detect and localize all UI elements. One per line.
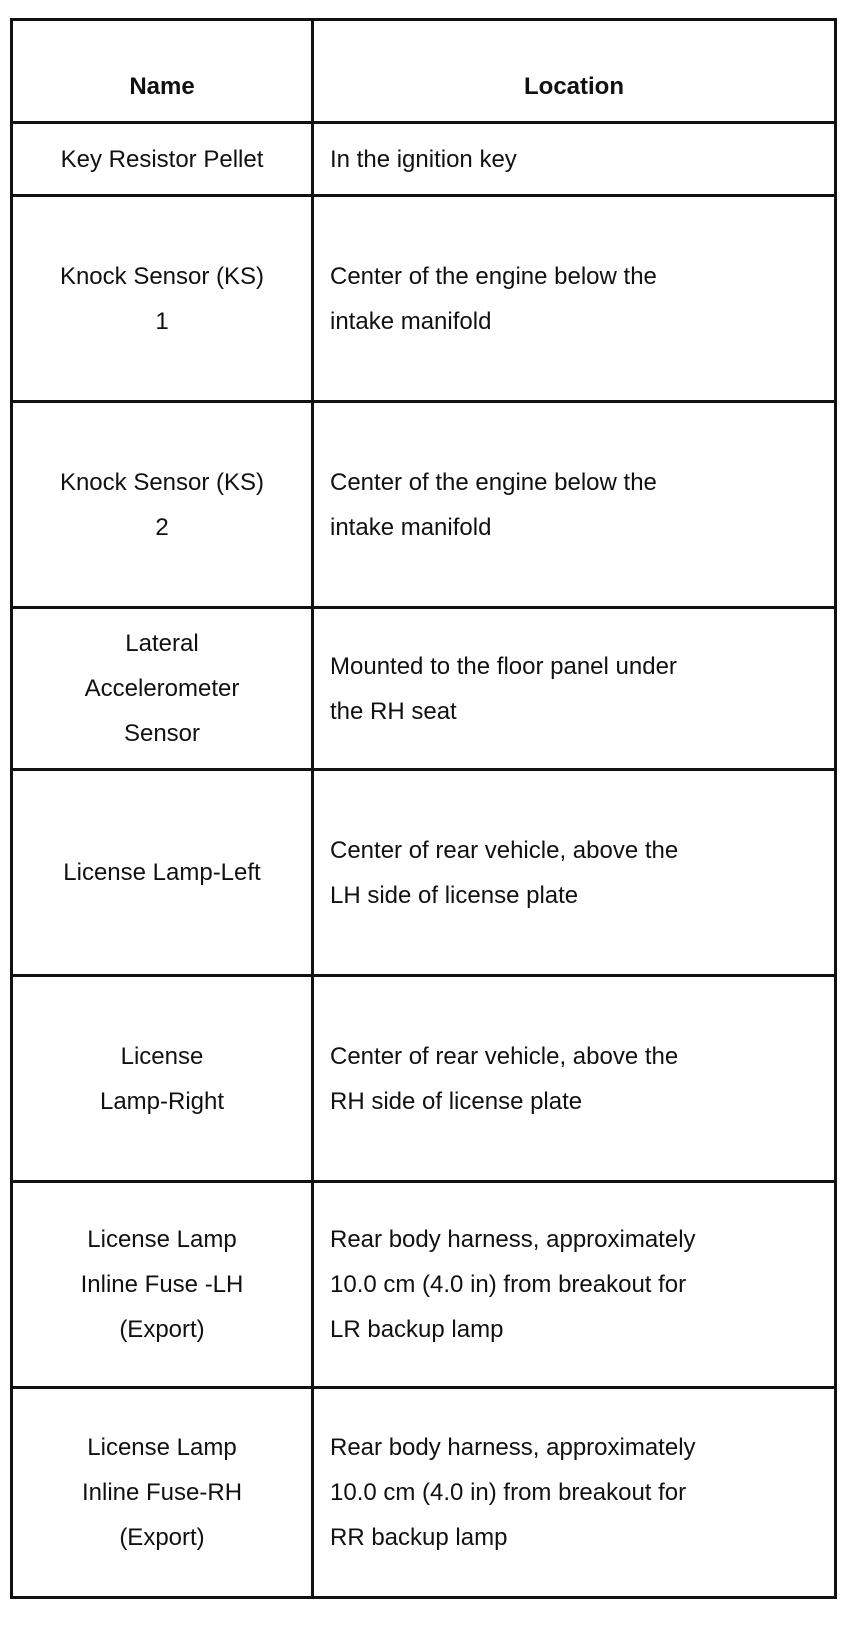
component-location-text: In the ignition key	[330, 145, 517, 173]
component-location-text: Center of rear vehicle, above the RH side of license plate	[330, 1042, 679, 1115]
component-name	[12, 608, 313, 770]
column-header-location: Location	[313, 20, 836, 123]
component-name-text: Lateral Accelerometer Sensor	[84, 630, 240, 747]
component-location	[313, 1388, 836, 1598]
component-name	[12, 196, 313, 402]
component-name-text: Knock Sensor (KS) 1	[59, 262, 265, 335]
component-name	[12, 123, 313, 196]
component-name-text: License Lamp-Left	[63, 859, 261, 886]
component-location-text: Mounted to the floor panel under the RH seat	[330, 652, 677, 725]
component-name-text: Knock Sensor (KS) 2	[59, 468, 265, 541]
component-location-table	[10, 18, 837, 1599]
table-row	[12, 770, 836, 976]
table-row	[12, 1182, 836, 1388]
component-location	[313, 608, 836, 770]
component-location-text: Rear body harness, approximately 10.0 cm (4.0 in) from breakout for RR backup lamp	[330, 1434, 696, 1551]
table-row	[12, 196, 836, 402]
component-name	[12, 1182, 313, 1388]
component-location	[313, 976, 836, 1182]
component-name	[12, 402, 313, 608]
table-row	[12, 976, 836, 1182]
component-name	[12, 976, 313, 1182]
component-location	[313, 1182, 836, 1388]
component-location	[313, 196, 836, 402]
component-location-text: Center of the engine below the intake manifold	[330, 468, 657, 541]
component-location-text: Center of rear vehicle, above the LH side of license plate	[330, 836, 679, 909]
component-name	[12, 1388, 313, 1598]
component-name-text: Key Resistor Pellet	[60, 145, 264, 173]
table-row	[12, 123, 836, 196]
component-location	[313, 402, 836, 608]
table-row	[12, 402, 836, 608]
component-name	[12, 770, 313, 976]
component-location	[313, 770, 836, 976]
component-location-text: Center of the engine below the intake manifold	[330, 262, 657, 335]
component-name-text: License Lamp-Right	[99, 1042, 225, 1115]
component-location-text: Rear body harness, approximately 10.0 cm (4.0 in) from breakout for LR backup lamp	[330, 1226, 696, 1343]
table-row	[12, 608, 836, 770]
table-header-row	[12, 20, 836, 123]
component-location	[313, 123, 836, 196]
component-name-text: License Lamp Inline Fuse -LH (Export)	[80, 1226, 244, 1343]
component-name-text: License Lamp Inline Fuse-RH (Export)	[81, 1434, 243, 1551]
column-header-name: Name	[12, 20, 313, 123]
table-row	[12, 1388, 836, 1598]
